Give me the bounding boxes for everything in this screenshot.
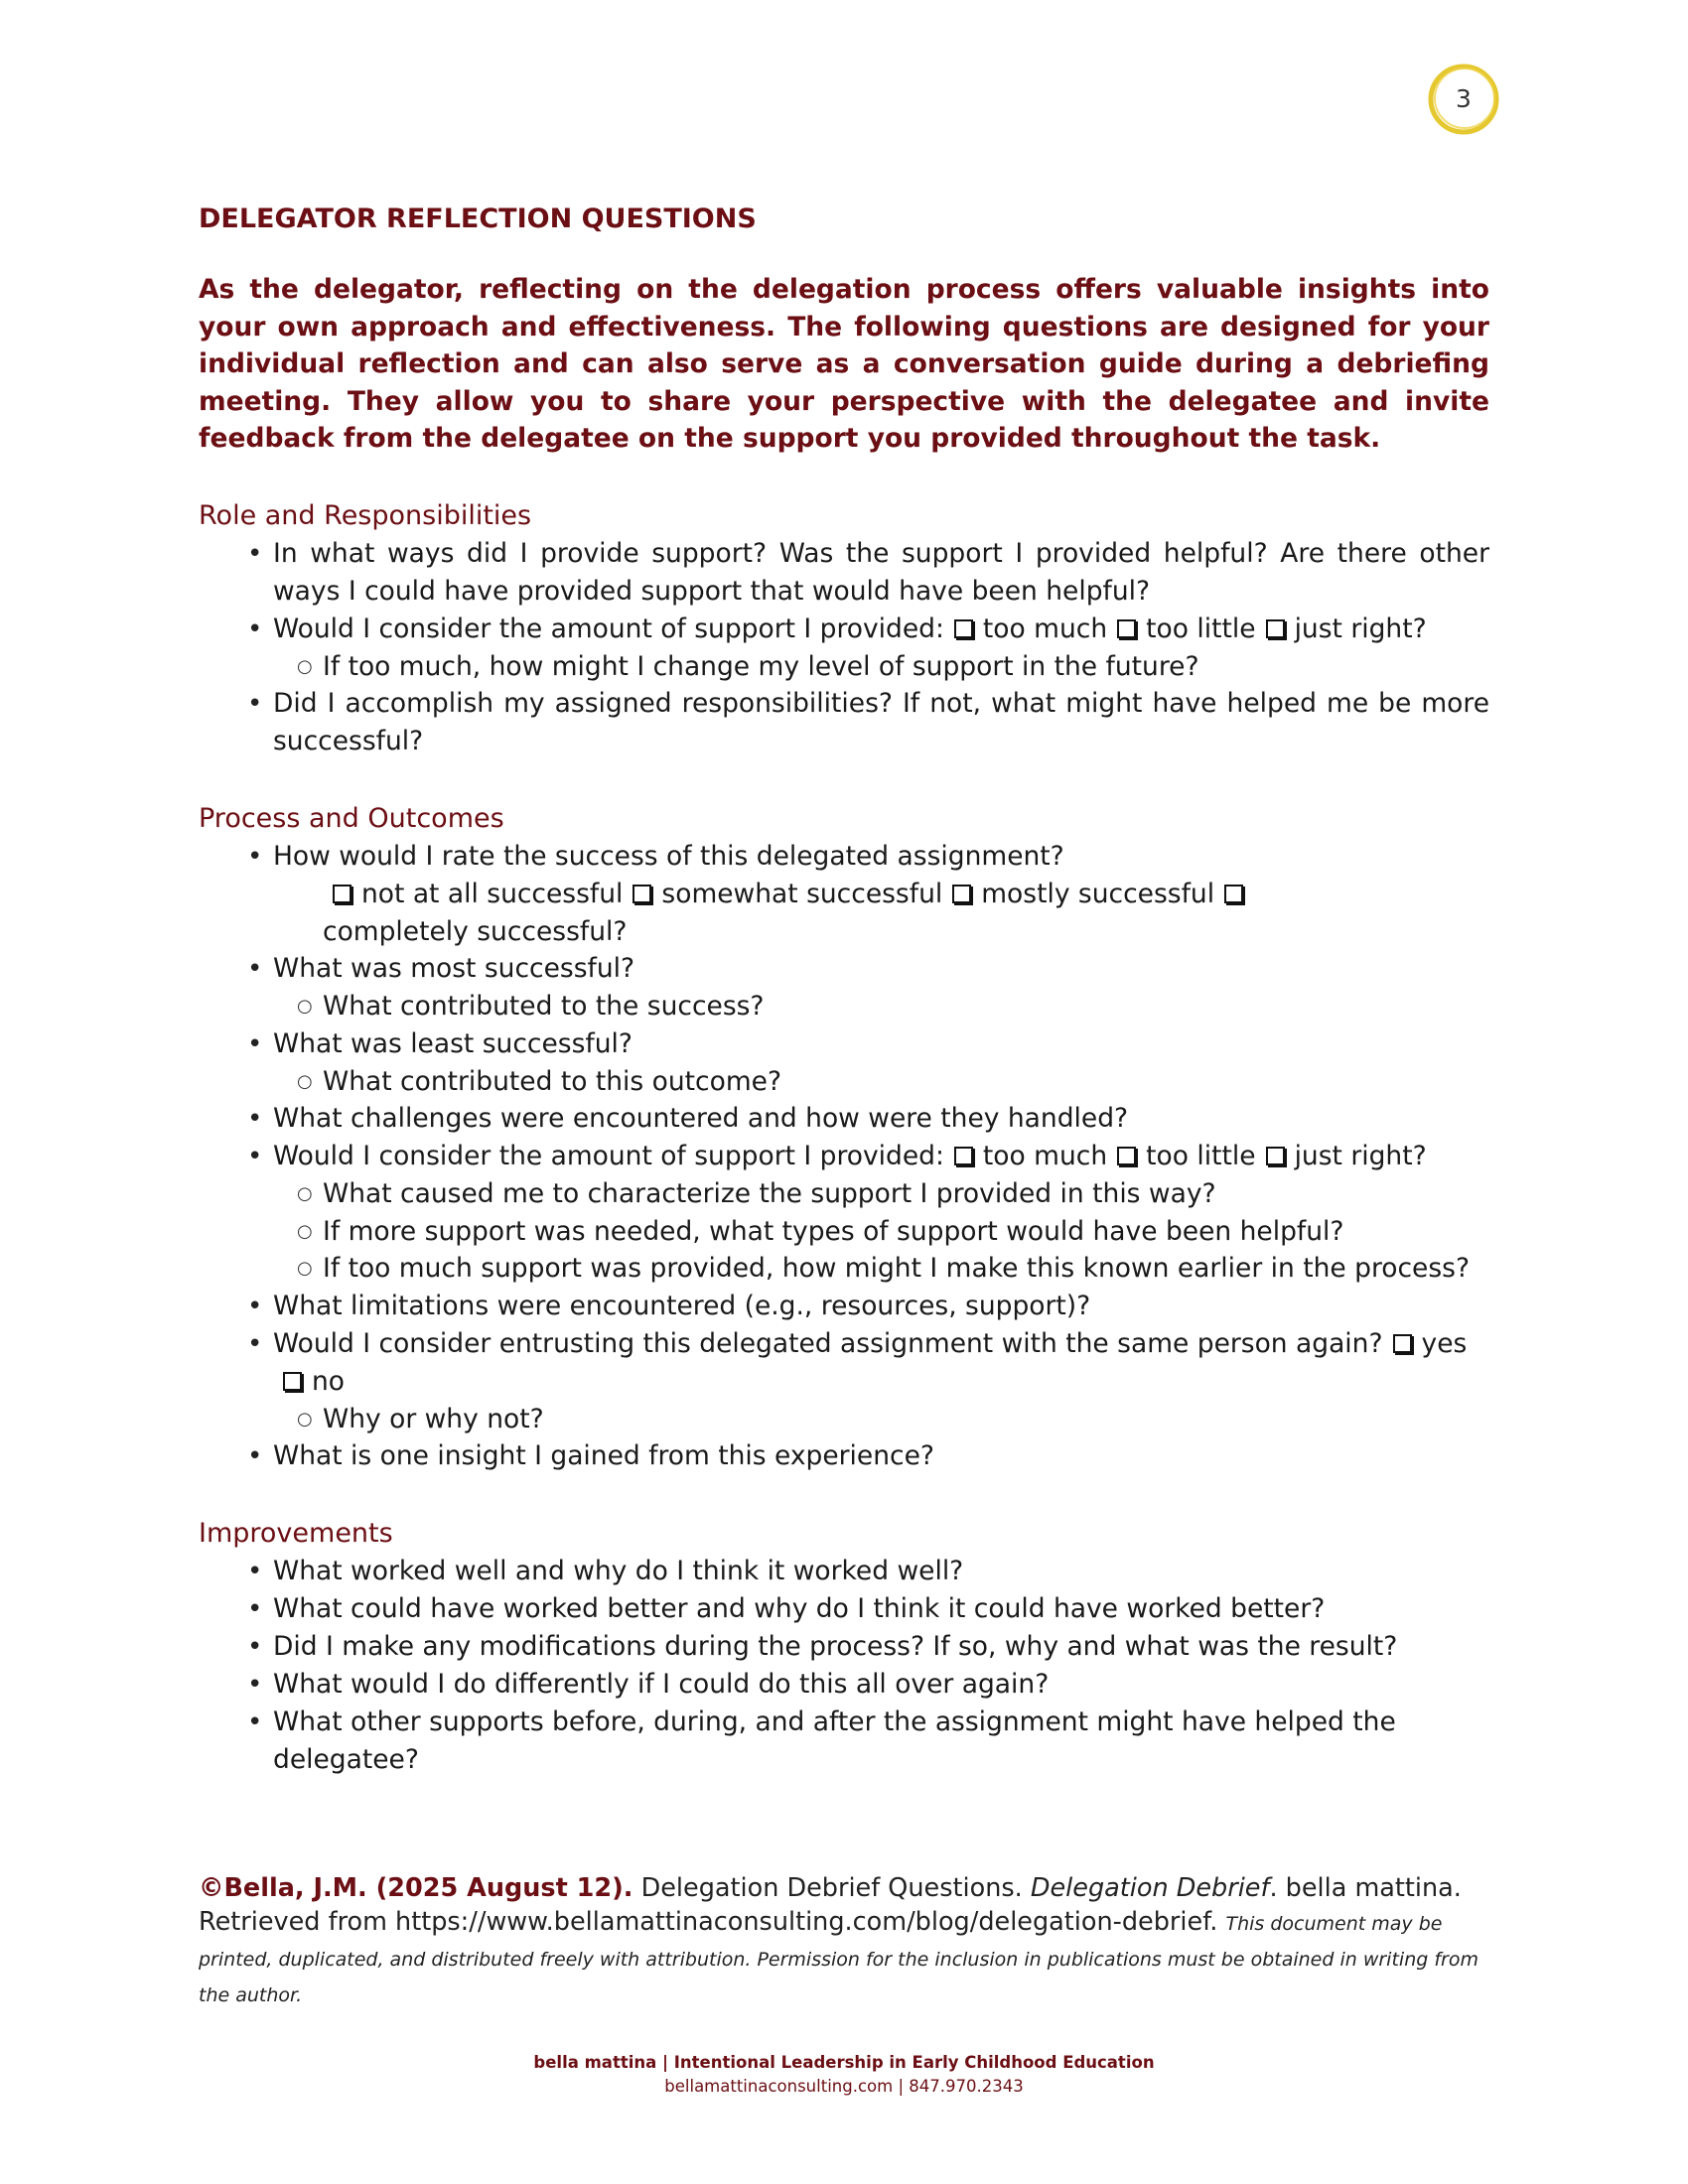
checkbox[interactable]	[333, 885, 352, 903]
sub-list-item: ○ If too much support was provided, how might I make this known earlier in the process?	[323, 1250, 1489, 1288]
list-item	[273, 950, 1489, 1025]
question-text: What was most successful?	[273, 953, 635, 984]
option-label: too little	[1146, 613, 1256, 644]
sub-list-item: ○ What contributed to this outcome?	[323, 1063, 1489, 1101]
citation	[199, 1871, 1489, 2012]
option-label: too much	[982, 1141, 1108, 1171]
section-role	[199, 497, 1489, 761]
checkbox[interactable]	[1117, 1147, 1136, 1165]
page-footer	[0, 2051, 1688, 2099]
checkbox[interactable]	[1393, 1334, 1412, 1353]
sub-list-item: ○ Why or why not?	[323, 1401, 1489, 1438]
checkbox[interactable]	[1117, 619, 1136, 638]
option-label: too much	[982, 613, 1108, 644]
page-number: 3	[1456, 84, 1472, 113]
checkbox[interactable]	[952, 885, 971, 903]
question-text: How would I rate the success of this delegated assignment?	[273, 841, 1064, 872]
option-label: not at all successful	[361, 879, 624, 909]
citation-permission-note: This document may be printed, duplicated, and distributed freely with attribution. Permission for the inclusion in publications must be obtained in writing from the author.	[199, 1913, 1478, 2006]
option-label: mostly successful	[981, 879, 1215, 909]
list-item	[273, 1325, 1489, 1438]
sub-list	[273, 1063, 1489, 1101]
option-label: yes	[1421, 1327, 1468, 1359]
section-heading-process: Process and Outcomes	[199, 803, 504, 834]
sub-list-item: ○ If more support was needed, what types of support would have been helpful?	[323, 1213, 1489, 1251]
rating-options	[273, 876, 1489, 950]
intro-paragraph: As the delegator, reflecting on the delegation process offers valuable insights into your own approach and effectiveness. The following questions are designed for your individual reflection and can also serve as a conversation guide during a debriefing meeting. They allow you to share your perspective with the delegatee and invite feedback from the delegatee on the support you provided throughout the task.	[199, 274, 1489, 454]
sub-list	[273, 988, 1489, 1025]
list-item: • What would I do differently if I could do this all over again?	[273, 1666, 1489, 1704]
checkbox[interactable]	[633, 885, 651, 903]
checkbox[interactable]	[1266, 619, 1285, 638]
citation-source: Delegation Debrief	[1030, 1873, 1270, 1903]
process-list	[199, 838, 1489, 1475]
question-text: Would I consider the amount of support I provided:	[273, 1141, 944, 1171]
citation-title: Delegation Debrief Questions.	[640, 1873, 1023, 1903]
question-text: Would I consider the amount of support I provided:	[273, 613, 944, 644]
page-number-badge	[1424, 60, 1503, 139]
role-list	[199, 535, 1489, 761]
checkbox[interactable]	[1224, 885, 1243, 903]
list-item: • What other supports before, during, and after the assignment might have helped the delegatee?	[273, 1704, 1489, 1779]
checkbox[interactable]	[954, 619, 973, 638]
sub-list-item: ○ What contributed to the success?	[323, 988, 1489, 1025]
citation-retrieved: . bella mattina. Retrieved from https://www.bellamattinaconsulting.com/blog/delegation-debrief.	[199, 1873, 1462, 1937]
page-title: DELEGATOR REFLECTION QUESTIONS	[199, 204, 757, 234]
section-heading-role: Role and Responsibilities	[199, 499, 532, 531]
option-label: completely successful?	[323, 915, 628, 947]
list-item	[273, 611, 1489, 686]
sub-list	[273, 1175, 1489, 1288]
list-item	[273, 838, 1489, 950]
list-item: • What limitations were encountered (e.g., resources, support)?	[273, 1288, 1489, 1325]
footer-tagline: bella mattina | Intentional Leadership in Early Childhood Education	[533, 2053, 1155, 2072]
checkbox[interactable]	[283, 1372, 302, 1391]
list-item: • Did I accomplish my assigned responsibilities? If not, what might have helped me be more successful?	[273, 685, 1489, 760]
option-label: somewhat successful	[661, 879, 943, 909]
list-item	[273, 1025, 1489, 1101]
section-process	[199, 800, 1489, 1475]
checkbox[interactable]	[1266, 1147, 1285, 1165]
citation-author: ©Bella, J.M. (2025 August 12).	[199, 1873, 633, 1903]
checkbox[interactable]	[954, 1147, 973, 1165]
sub-list	[273, 1401, 1489, 1438]
option-label: too little	[1146, 1141, 1256, 1171]
main-content	[199, 202, 1489, 1779]
sub-list-item: ○ If too much, how might I change my level of support in the future?	[323, 648, 1489, 686]
section-heading-improvements: Improvements	[199, 1518, 393, 1549]
list-item: • What could have worked better and why do I think it could have worked better?	[273, 1590, 1489, 1628]
footer-contact: bellamattinaconsulting.com | 847.970.2343	[664, 2077, 1024, 2096]
list-item: • In what ways did I provide support? Was the support I provided helpful? Are there other ways I could have provided support that would have been helpful?	[273, 535, 1489, 611]
list-item: • Did I make any modifications during the process? If so, why and what was the result?	[273, 1628, 1489, 1666]
question-text: What was least successful?	[273, 1027, 633, 1059]
improvements-list	[199, 1553, 1489, 1779]
option-label: just right?	[1294, 1141, 1427, 1171]
option-label: no	[312, 1365, 346, 1397]
section-improvements	[199, 1515, 1489, 1779]
sub-list-item: ○ What caused me to characterize the support I provided in this way?	[323, 1175, 1489, 1213]
list-item: • What worked well and why do I think it worked well?	[273, 1553, 1489, 1590]
option-label: just right?	[1294, 613, 1427, 644]
list-item	[273, 1138, 1489, 1288]
list-item: • What is one insight I gained from this experience?	[273, 1437, 1489, 1475]
list-item: • What challenges were encountered and how were they handled?	[273, 1100, 1489, 1138]
sub-list	[273, 648, 1489, 686]
question-text: Would I consider entrusting this delegated assignment with the same person again?	[273, 1327, 1383, 1359]
